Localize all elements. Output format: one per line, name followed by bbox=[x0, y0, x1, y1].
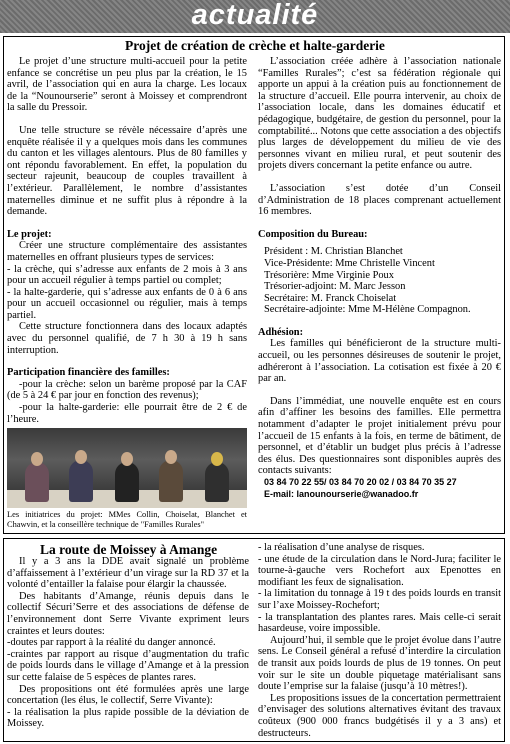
paragraph: Les propositions issues de la concertation permettraient d’envisager des solutions alternatives évitant des travaux coûteux (900 000 francs budgétisés il y a 3 ans) et destructeurs. bbox=[258, 692, 501, 739]
list-item: - la halte-garderie, qui s’adresse aux enfants de 0 à 6 ans pour un accueil occasionnel ou régulier, mais à temps partiel. bbox=[7, 286, 247, 321]
article-title: La route de Moissey à Amange bbox=[40, 542, 218, 557]
article-title: Projet de création de crèche et halte-garderie bbox=[125, 38, 385, 53]
section-banner bbox=[0, 0, 510, 33]
paragraph: Dans l’immédiat, une nouvelle enquête est en cours afin d’affiner les besoins des familles. Elle permettra notamment d’adapter le projet initialement prévu pour l’accueil de 15 enfants à la fois, en terme de bâtiment, de personnel, et d’établir un budget plus précis à l’adresse des élus. Des questionnaires sont disponibles auprès des contacts suivants: bbox=[258, 395, 501, 477]
list-item: -pour la halte-garderie: elle pourrait être de 2 € de l’heure. bbox=[7, 402, 247, 425]
contact-phones: 03 84 70 22 55/ 03 84 70 20 02 / 03 84 70 35 27 bbox=[264, 477, 457, 487]
paragraph: L’association s’est dotée d’un Conseil d’Administration de 18 places comprenant actuellement 16 membres. bbox=[258, 182, 501, 218]
bureau-member: Secrétaire: M. Franck Choiselat bbox=[264, 292, 397, 304]
list-item: -pour la crèche: selon un barème proposé par la CAF (de 5 à 24 € par jour en fonction des revenus); bbox=[7, 378, 247, 402]
article-left-column bbox=[7, 556, 249, 730]
subheading: Participation financière des familles: bbox=[7, 367, 170, 379]
article-right-column bbox=[258, 56, 501, 500]
list-item: - la limitation du tonnage à 19 t des poids lourds en transit sur l’axe Moissey-Rochefort; bbox=[258, 588, 501, 611]
list-item: - la réalisation d’une analyse de risques. bbox=[258, 542, 425, 553]
paragraph: Le projet d’une structure multi-accueil pour la petite enfance se concrétise un peu plus par la création, le 15 avril, de l’association qui en aura la charge. Les locaux de la “Nounourserie” seront à Moissey et comprendront la salle du Pressoir. bbox=[7, 56, 247, 114]
paragraph: Une telle structure se révèle nécessaire d’après une enquête réalisée il y a quelques mois dans les communes du canton et les villages alentours. Plus de 80 familles y ont répondu favorablement. En effet, la population du secteur rajeunit, beaucoup de couples travaillent à l’extérieur. Parallèlement, le nombre d’assistantes maternelles diminue et ne suffit plus à répondre à la demande. bbox=[7, 124, 247, 218]
list-item: - la crèche, qui s’adresse aux enfants de 2 mois à 3 ans pour un accueil régulier à temps partiel ou complet; bbox=[7, 263, 247, 287]
section-title: actualité bbox=[191, 0, 319, 31]
list-item: - la transplantation des plantes rares. Mais celle-ci serait hasardeuse, voire impossible. bbox=[258, 611, 501, 635]
bureau-member: Vice-Présidente: Mme Christelle Vincent bbox=[264, 257, 435, 269]
bureau-member: Secrétaire-adjointe: Mme M-Hélène Compagnon. bbox=[264, 304, 471, 316]
photo-caption: Les initiatrices du projet: MMes Collin, Choiselat, Blanchet et Chawvin, et la conseillère technique de "Familles Rurales" bbox=[7, 510, 247, 529]
subheading: Le projet: bbox=[7, 228, 52, 240]
bureau-member: Président : M. Christian Blanchet bbox=[264, 246, 403, 258]
article-right-column bbox=[258, 542, 501, 739]
list-item: - une étude de la circulation dans le Nord-Jura; faciliter le tourne-à-gauche vers Rochefort aux Epenottes en modifiant les feux de signalisation. bbox=[258, 553, 501, 588]
list-item: -craintes par rapport au risque d’augmentation du trafic de poids lourds dans le village d’Amange et à la pression sur cette falaise de 5 espèces de plantes rares. bbox=[7, 648, 249, 683]
article-left-column bbox=[7, 56, 247, 425]
paragraph: L’association créée adhère à l’association nationale “Familles Rurales”; c’est sa fédération régionale qui apporte un appui à la création puis au fonctionnement de la structure d’accueil. Elle pourra intervenir, au choix de l’association locale, dans les domaines éducatif et pédagogique, budgétaire, de gestion du personnel, pour la comptabilité... Notons que cette association a des objectifs plus larges de développement du milieu de vie des personnes vivant en milieu rural, et peut soutenir des projets divers concernant la petite enfance ou autre. bbox=[258, 56, 501, 172]
subheading: Composition du Bureau: bbox=[258, 228, 368, 240]
group-photo bbox=[7, 428, 247, 508]
bureau-member: Trésorier-adjoint: M. Marc Jesson bbox=[264, 281, 406, 293]
paragraph: Aujourd’hui, il semble que le projet évolue dans l’autre sens. Le Conseil général a refusé d’interdire la circulation de transit aux poids lourds de plus de 19 tonnes. On peut voir sur le site un double piquetage matérialisant sans doute l’emprise sur la falaise (jusqu’à 10 mètres!). bbox=[258, 634, 501, 693]
list-item: -doutes par rapport à la réalité du danger annoncé. bbox=[7, 637, 216, 649]
list-item: - la réalisation la plus rapide possible de la déviation de Moissey. bbox=[7, 706, 249, 730]
contact-email[interactable]: E-mail: lanounourserie@wanadoo.fr bbox=[264, 488, 419, 499]
paragraph: Des propositions ont été formulées après une large concertation (les élus, le collectif, Serre Vivante): bbox=[7, 683, 249, 707]
paragraph: Cette structure fonctionnera dans des locaux adaptés avec du personnel qualifié, de 7 h 30 à 19 h sans interruption. bbox=[7, 321, 247, 356]
bureau-member: Trésorière: Mme Virginie Poux bbox=[264, 269, 394, 281]
paragraph: Il y a 3 ans la DDE avait signalé un problème d’affaissement à l’extérieur d’un virage sur la RD 37 et la volonté d’entailler la falaise pour élargir la chaussée. bbox=[7, 556, 249, 591]
paragraph: Des habitants d’Amange, réunis depuis dans le collectif Sécuri’Serre et des associations de défense de l’environnement dont Serre Vivante expriment leurs craintes et leurs doutes: bbox=[7, 590, 249, 637]
paragraph: Les familles qui bénéficieront de la structure multi-accueil, ou les personnes désireuses de soutenir le projet, adhéreront à l’association. La cotisation est fixée à 20 € par an. bbox=[258, 338, 501, 385]
subheading: Adhésion: bbox=[258, 326, 304, 338]
paragraph: Créer une structure complémentaire des assistantes maternelles en offrant plusieurs types de services: bbox=[7, 240, 247, 263]
